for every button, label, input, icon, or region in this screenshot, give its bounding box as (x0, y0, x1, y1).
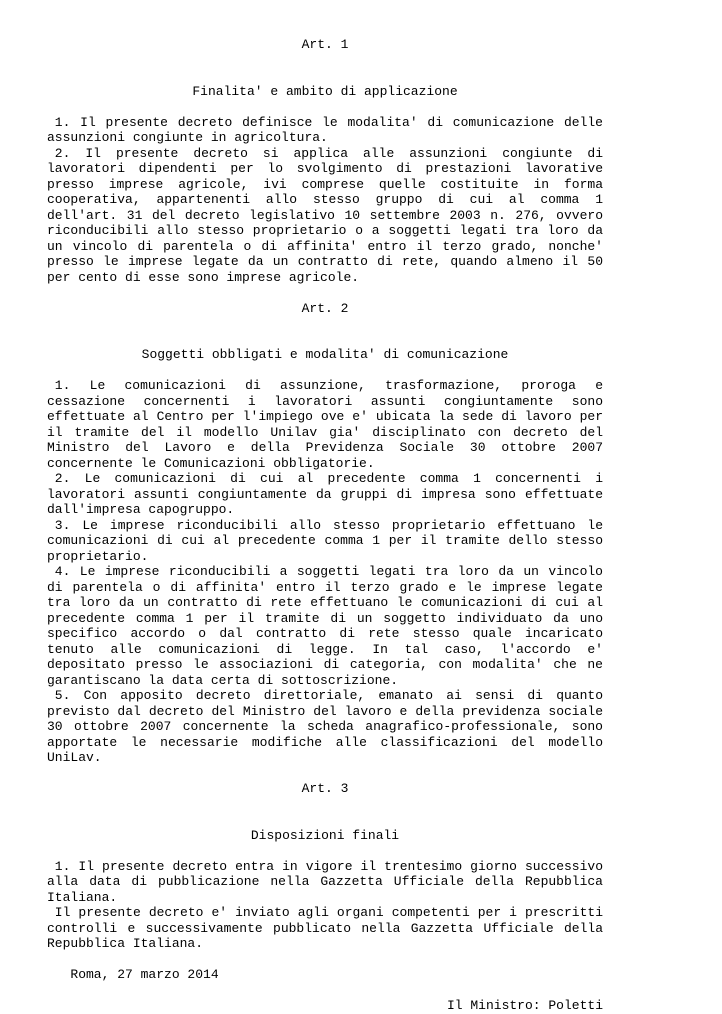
paragraph: 1. Le comunicazioni di assunzione, trasformazione, proroga e cessazione concernenti i lavoratori assunti congiuntamente sono effettuate al Centro per l'impiego ove e' ubicata la sede di lavoro per il tramite del il modello Unilav gia' disciplinato con decreto del Ministro del Lavoro e della Previdenza Sociale 30 ottobre 2007 concernente le Comunicazioni obbligatorie. (47, 378, 603, 471)
paragraph: 5. Con apposito decreto direttoriale, emanato ai sensi di quanto previsto dal decreto del Ministro del lavoro e della previdenza sociale 30 ottobre 2007 concernente la scheda anagrafico-professionale, sono apportate le necessarie modifiche alle classificazioni del modello UniLav. (47, 688, 603, 765)
paragraph: 2. Le comunicazioni di cui al precedente comma 1 concernenti i lavoratori assunti congiuntamente da gruppi di impresa sono effettuate dall'impresa capogruppo. (47, 471, 603, 517)
article-title: Disposizioni finali (250, 827, 400, 843)
paragraph: 2. Il presente decreto si applica alle assunzioni congiunte di lavoratori dipendenti per lo svolgimento di prestazioni lavorative presso imprese agricole, ivi comprese quelle costituite in forma cooperativa, appartenenti allo stesso gruppo di cui al comma 1 dell'art. 31 del decreto legislativo 10 settembre 2003 n. 276, ovvero riconducibili allo stesso proprietario o a soggetti legati tra loro da un vincolo di parentela o di affinita' entro il terzo grado, nonche' presso le imprese legate da un contratto di rete, quando almeno il 50 per cento di esse sono imprese agricole. (47, 145, 603, 285)
article-title: Soggetti obbligati e modalita' di comunicazione (141, 347, 509, 362)
paragraph: 4. Le imprese riconducibili a soggetti legati tra loro da un vincolo di parentela o di affinita' entro il terzo grado e le imprese legate tra loro da un contratto di rete effettuano le comunicazioni di cui al precedente comma 1 per il tramite di un soggetto individuato da uno specifico accordo o dal contratto di rete stesso quale incaricato tenuto alle comunicazioni di legge. In tal caso, l'accordo e' depositato presso le associazioni di categoria, con modalita' che ne garantiscano la data certa di sottoscrizione. (47, 564, 603, 688)
paragraph: Il presente decreto e' inviato agli organi competenti per i prescritti controlli e successivamente pubblicato nella Gazzetta Ufficiale della Repubblica Italiana. (47, 905, 603, 951)
date-line (47, 967, 603, 983)
paragraph: 3. Le imprese riconducibili allo stesso proprietario effettuano le comunicazioni di cui al precedente comma 1 per il tramite dello stesso proprietario. (47, 517, 603, 564)
paragraph: 1. Il presente decreto entra in vigore il trentesimo giorno successivo alla data di pubblicazione nella Gazzetta Ufficiale della Repubblica Italiana. (47, 858, 603, 905)
article-2 (47, 301, 603, 766)
article-3 (47, 781, 603, 952)
decree-document (47, 37, 603, 1014)
signature: Il Ministro: Poletti (446, 998, 603, 1013)
date-text: Roma, 27 marzo 2014 (70, 967, 219, 982)
article-title: Finalita' e ambito di applicazione (192, 83, 458, 99)
article-number: Art. 2 (301, 300, 349, 316)
article-number: Art. 3 (301, 781, 349, 796)
article-number: Art. 1 (301, 37, 349, 52)
article-1 (47, 37, 603, 285)
paragraph: 1. Il presente decreto definisce le modalita' di comunicazione delle assunzioni congiunte in agricoltura. (47, 114, 603, 145)
